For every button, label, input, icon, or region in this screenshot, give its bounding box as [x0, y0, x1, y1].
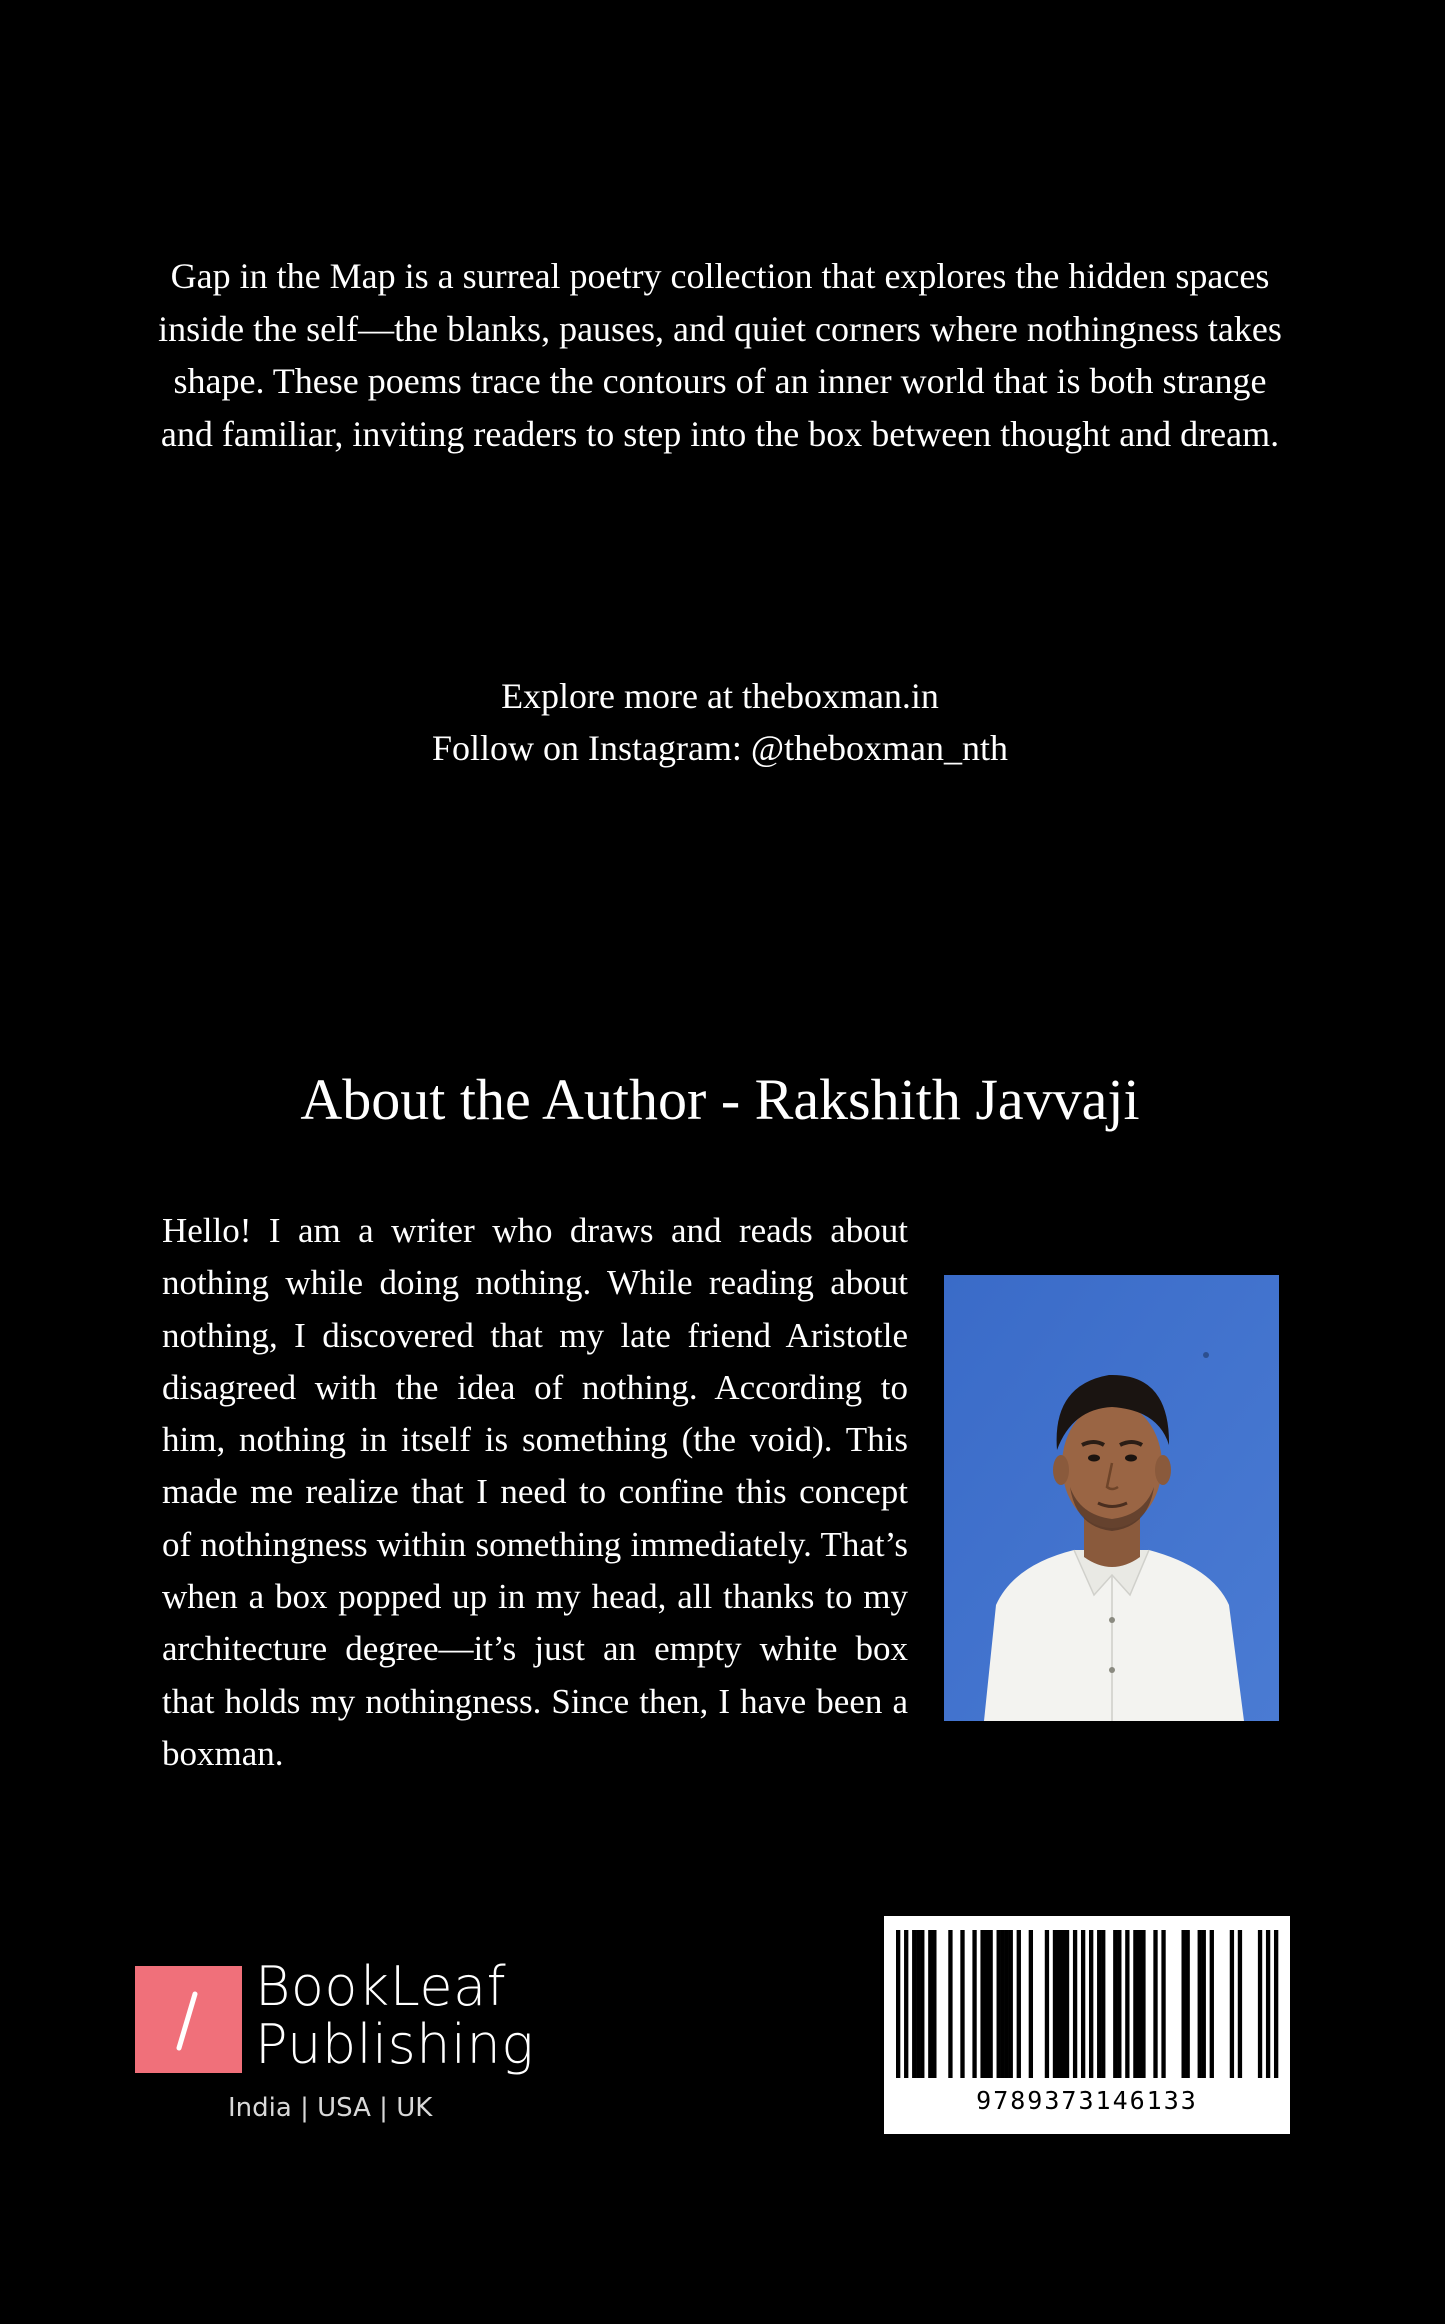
barcode-bar — [1133, 1930, 1137, 2078]
barcode-bar — [1081, 1930, 1085, 2078]
barcode-bar — [1202, 1930, 1206, 2078]
book-description: Gap in the Map is a surreal poetry collection that explores the hidden spaces inside the self—the blanks, pauses, and quiet corners where nothingness takes shape. These poems trace the contours of an inner world that is both strange and familiar, inviting readers to step into the box between thought and dream. — [158, 256, 1282, 454]
barcode-bar — [1117, 1930, 1121, 2078]
publisher-wordmark — [255, 1955, 535, 2076]
barcode-bar — [1161, 1930, 1165, 2078]
barcode-bar — [1113, 1930, 1117, 2078]
barcode-bar — [988, 1930, 992, 2078]
barcode-bar — [1009, 1930, 1013, 2078]
barcode-bar — [984, 1930, 988, 2078]
publisher-name-line1: BookLeaf — [255, 1955, 507, 2018]
barcode-bar — [932, 1930, 936, 2078]
about-author-heading: About the Author - Rakshith Javvaji — [300, 1067, 1140, 1132]
barcode-bar — [1089, 1930, 1093, 2078]
barcode-bar — [1137, 1930, 1141, 2078]
barcode-bar — [1065, 1930, 1069, 2078]
barcode-bar — [980, 1930, 984, 2078]
barcode-bar — [1073, 1930, 1077, 2078]
publisher-name-line2: Publishing — [255, 2013, 535, 2076]
barcode-bar — [1045, 1930, 1049, 2078]
isbn-number: 9789373146133 — [976, 2086, 1198, 2115]
barcode-bar — [997, 1930, 1001, 2078]
barcode-bar — [1181, 1930, 1185, 2078]
barcode-bar — [1153, 1930, 1157, 2078]
barcode-bar — [1141, 1930, 1145, 2078]
barcode-bar — [912, 1930, 916, 2078]
barcode-bar — [1238, 1930, 1242, 2078]
instagram-link[interactable]: Follow on Instagram: @theboxman_nth — [431, 728, 1009, 768]
barcode-bar — [1053, 1930, 1057, 2078]
isbn-barcode — [884, 1916, 1290, 2134]
barcode-bar — [1029, 1930, 1033, 2078]
barcode-bar — [1186, 1930, 1190, 2078]
barcode-bar — [1210, 1930, 1214, 2078]
barcode-bar — [1101, 1930, 1105, 2078]
barcode-bar — [1061, 1930, 1065, 2078]
barcode-bar — [904, 1930, 908, 2078]
barcode-bar — [948, 1930, 952, 2078]
barcode-bar — [1125, 1930, 1129, 2078]
promo-links — [150, 670, 1290, 774]
barcode-bar — [1198, 1930, 1202, 2078]
barcode-bar — [1017, 1930, 1021, 2078]
barcode-bar — [1005, 1930, 1009, 2078]
barcode-bar — [1266, 1930, 1270, 2078]
barcode-bar — [920, 1930, 924, 2078]
barcode-bar — [1001, 1930, 1005, 2078]
barcode-bar — [916, 1930, 920, 2078]
barcode-bar — [1057, 1930, 1061, 2078]
barcode-bar — [1274, 1930, 1278, 2078]
barcode-bar — [896, 1930, 900, 2078]
author-photo — [944, 1275, 1279, 1721]
barcode-bar — [1230, 1930, 1234, 2078]
barcode-bar — [960, 1930, 964, 2078]
barcode-bar — [1258, 1930, 1262, 2078]
slash-logo-icon — [135, 1966, 242, 2073]
author-bio: Hello! I am a writer who draws and reads about nothing while doing nothing. While reading about nothing, I discovered that my late friend Aristotle disagreed with the idea of nothing. According to him, nothing in itself is something (the void). This made me realize that I need to confine this concept of nothingness within something immediately. That’s when a box popped up in my head, all thanks to my architecture degree—it’s just an empty white box that holds my nothingness. Since then, I have been a boxman. — [162, 1211, 908, 1773]
website-link[interactable]: Explore more at theboxman.in — [501, 676, 939, 716]
barcode-bar — [928, 1930, 932, 2078]
barcode-bar — [972, 1930, 976, 2078]
barcode-bar — [1097, 1930, 1101, 2078]
publisher-logo — [135, 1955, 535, 2138]
publisher-regions: India | USA | UK — [228, 2093, 433, 2123]
